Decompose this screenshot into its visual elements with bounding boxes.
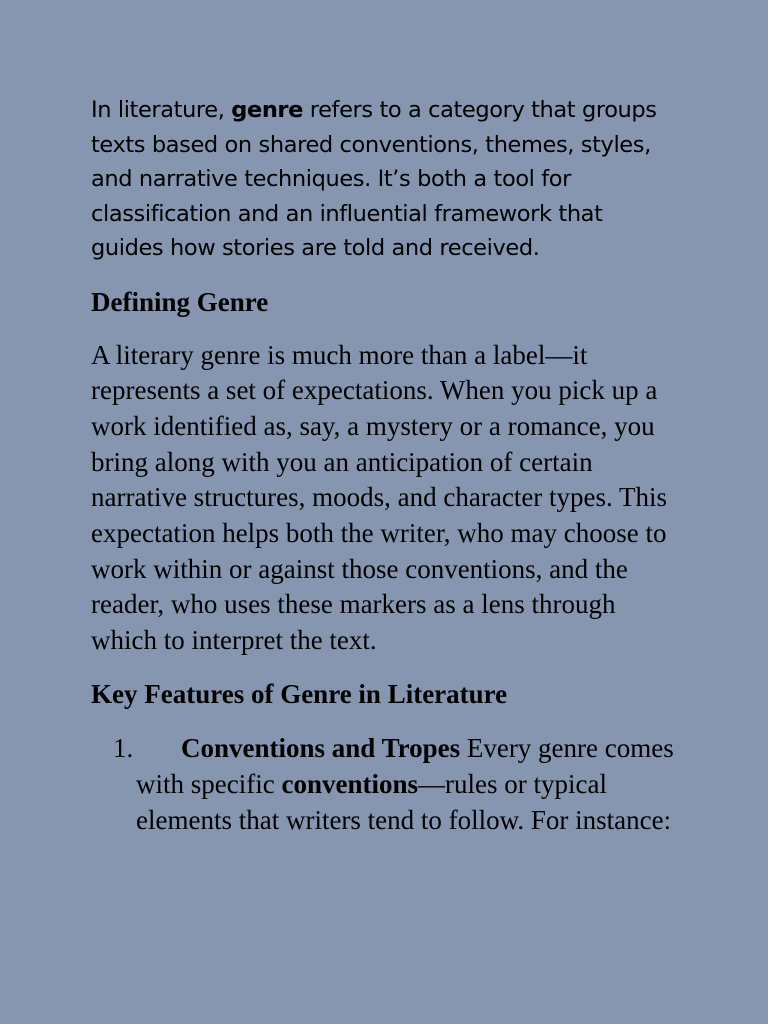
intro-text-after: refers to a category that groups texts based on shared conventions, themes, styles, and narrative techniques. It’s both a tool for classification and an influential framework that guides how stories are told and received.	[91, 97, 657, 261]
section-heading-key-features: Key Features of Genre in Literature	[91, 678, 508, 709]
intro-paragraph	[91, 93, 680, 266]
list-item-text-after: —rules or typical elements that writers tend to follow. For instance:	[136, 768, 672, 835]
key-features-list	[91, 730, 680, 838]
list-item-title: Conventions and Tropes	[181, 732, 461, 763]
list-item-number: 1.	[113, 732, 134, 763]
intro-text-before: In literature,	[91, 97, 232, 123]
list-item	[91, 730, 680, 838]
list-item-text-before: Every genre comes with specific	[136, 732, 674, 799]
intro-term-genre: genre	[231, 97, 303, 123]
section-heading-defining-genre: Defining Genre	[91, 286, 269, 317]
defining-genre-paragraph: A literary genre is much more than a label—it represents a set of expectations. When you pick up a work identified as, say, a mystery or a romance, you bring along with you an anticipation of certain narrative structures, moods, and character types. This expectation helps both the writer, who may choose to work within or against those conventions, and the reader, who uses these markers as a lens through which to interpret the text.	[91, 339, 668, 656]
list-item-term-conventions: conventions	[281, 768, 418, 799]
